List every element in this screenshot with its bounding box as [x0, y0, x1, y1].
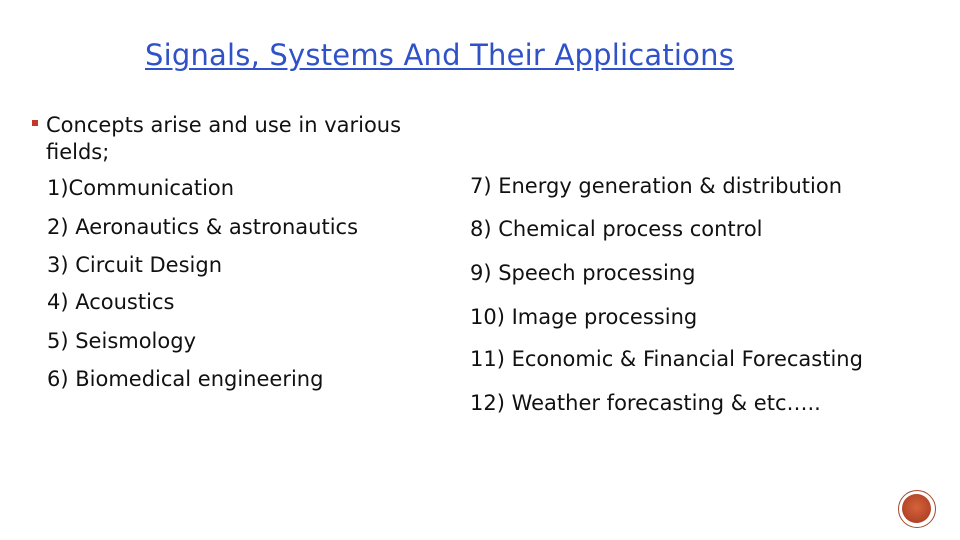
badge-fill	[902, 494, 931, 523]
square-bullet-icon	[32, 120, 38, 126]
list-item: 4) Acoustics	[47, 290, 175, 314]
list-item: 1)Communication	[47, 176, 235, 200]
list-item: 6) Biomedical engineering	[47, 367, 324, 391]
list-item: 12) Weather forecasting & etc…..	[470, 391, 821, 415]
list-item: 8) Chemical process control	[470, 217, 763, 241]
slide-number-badge-icon	[898, 490, 936, 528]
list-item: 10) Image processing	[470, 305, 698, 329]
list-item: 11) Economic & Financial Forecasting	[470, 347, 863, 371]
bullet-text: Concepts arise and use in various fields;	[46, 113, 402, 164]
list-item: 9) Speech processing	[470, 261, 696, 285]
list-item: 2) Aeronautics & astronautics	[47, 215, 359, 239]
list-item: 7) Energy generation & distribution	[470, 174, 843, 198]
list-item: 5) Seismology	[47, 329, 196, 353]
slide-title: Signals, Systems And Their Applications	[145, 38, 735, 72]
list-item: 3) Circuit Design	[47, 253, 223, 277]
